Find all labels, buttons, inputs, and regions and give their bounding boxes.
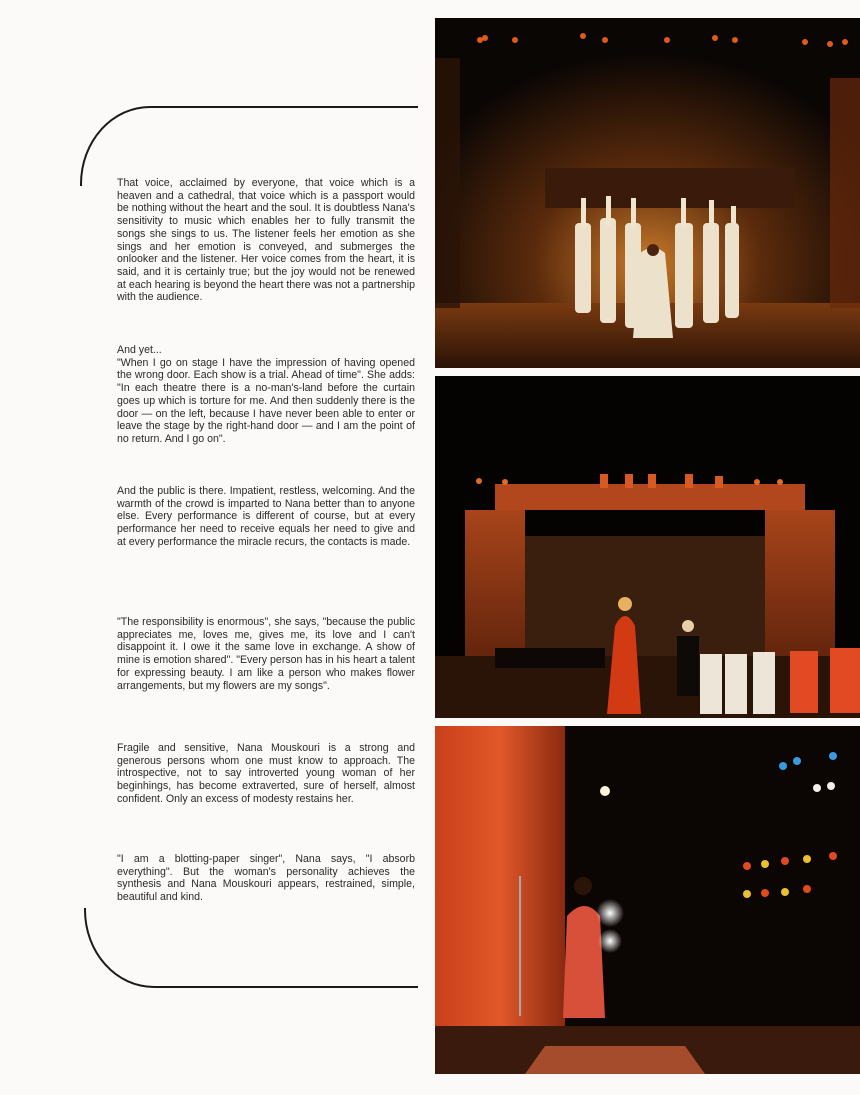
paragraph-stage <box>117 344 415 446</box>
photo-singer-spotlight <box>435 726 860 1074</box>
paragraph-stage-quote: "When I go on stage I have the impression of having opened the wrong door. Each show is a trial. Ahead of time". She adds: "In each theatre there is a no-man's-land before the curtain goes up which is torture for me. And then suddenly there is the door — on the left, because I have never been able to enter or leave the stage by the right-hand door — and I am the point of no return. And I go on". <box>117 356 415 445</box>
paragraph-stage-intro: And yet... <box>117 344 162 356</box>
photo-stage-orchestra <box>435 376 860 718</box>
paragraph-blotting-paper: "I am a blotting-paper singer", Nana says, "I absorb everything". But the woman's personality achieves the synthesis and Nana Mouskouri appears, restrained, simple, beautiful and kind. <box>117 853 415 904</box>
paragraph-public: And the public is there. Impatient, restless, welcoming. And the warmth of the crowd is imparted to Nana better than to anyone else. Every performance is different of course, but at every performance her need to receive equals her need to give and at every performance the miracle recurs, the contacts is made. <box>117 485 415 548</box>
decorative-bracket-bottom <box>84 908 418 988</box>
paragraph-responsibility: "The responsibility is enormous", she says, "because the public appreciates me, loves me, gives me, its love and I can't disappoint it. I owe it the same love in exchange. A show of mine is emotion shared". "Every person has in his heart a talent for expressing beauty. I am like a person who makes flower arrangements, but my flowers are my songs". <box>117 616 415 692</box>
paragraph-voice: That voice, acclaimed by everyone, that voice which is a heaven and a cathedral, that voice which is a passport would be nothing without the heart and the soul. It is doubtless Nana's sensitivity to music which enables her to fully transmit the songs she sings to us. The listener feels her emotion as she sings and her emotion is conveyed, and submerges the onlooker and the listener. Her voice comes from the heart, it is said, and it is certainly true; but the joy would not be renewed at each hearing is beyond the heart there was not a partnership with the audience. <box>117 177 415 304</box>
photo-stage-dancers <box>435 18 860 368</box>
decorative-bracket-top <box>80 106 418 186</box>
paragraph-fragile: Fragile and sensitive, Nana Mouskouri is a strong and generous persons whom one must know to approach. The introspective, not to say introverted young woman of her beginhings, has become extraverted, sure of herself, almost confident. Only an excess of modesty restains her. <box>117 742 415 805</box>
